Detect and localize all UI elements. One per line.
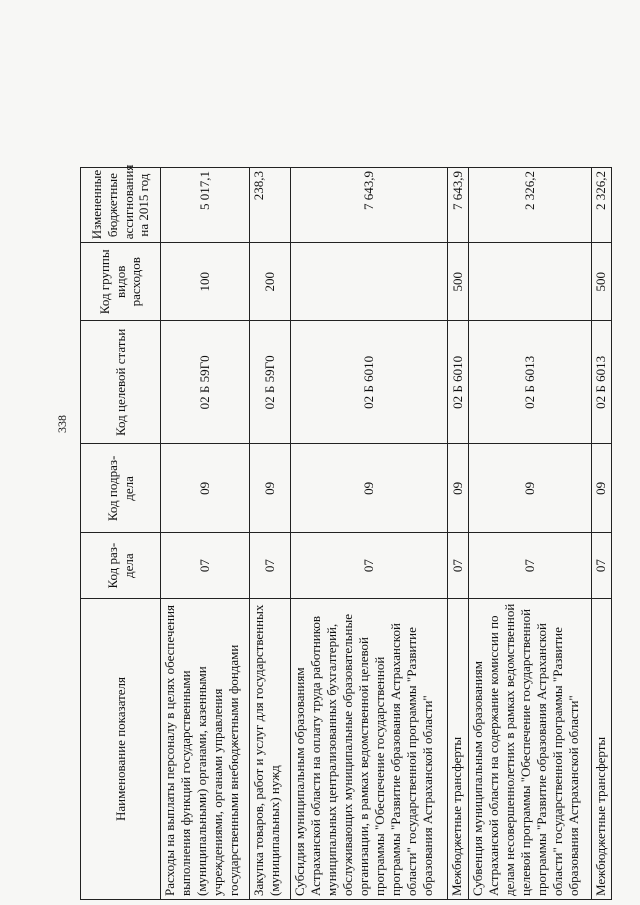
header-amount: Измененные бюджетные ассигнования на 2015 год [81,168,161,243]
row-section: 07 [291,533,448,599]
table-row [161,168,250,900]
table-header-row [81,168,161,900]
row-section: 07 [468,533,591,599]
row-section: 07 [591,533,611,599]
budget-table [80,164,612,900]
table-row [291,168,448,900]
table-row [249,168,291,900]
row-group: 500 [591,243,611,321]
row-target: 02 Б 6013 [468,321,591,444]
row-name: Расходы на выплаты персоналу в целях обеспечения выполнения функций государственными (муниципальными) органами, казенными учреждениями, органами управления государственными внебюджетными фондами [161,599,250,900]
row-amount: 2 326,2 [468,168,591,243]
row-group: 100 [161,243,250,321]
row-amount: 7 643,9 [448,168,468,243]
row-name: Субсидия муниципальным образованиям Астраханской области на оплату труда работников муниципальных централизованных бухгалтерий, обслуживающих муниципальные образовательные организации, в рамках ведомственной целевой программы "Обеспечение государственной программы "Развитие образования Астраханской области" государственной программы "Развитие образования Астраханской области" [291,599,448,900]
row-name: Межбюджетные трансферты [591,599,611,900]
row-group: 200 [249,243,291,321]
row-target: 02 Б 6010 [291,321,448,444]
row-group [291,243,448,321]
header-target: Код целевой статьи [81,321,161,444]
row-subsection: 09 [468,444,591,533]
row-target: 02 Б 6010 [448,321,468,444]
table-row [591,168,611,900]
header-group: Код группы видов расходов [81,243,161,321]
row-amount: 5 017,1 [161,168,250,243]
row-amount: 238,3 [249,168,291,243]
row-group [468,243,591,321]
row-target: 02 Б 59Г0 [249,321,291,444]
row-amount: 7 643,9 [291,168,448,243]
row-target: 02 Б 59Г0 [161,321,250,444]
row-subsection: 09 [249,444,291,533]
row-subsection: 09 [448,444,468,533]
row-name: Субвенция муниципальным образованиям Астраханской области на содержание комиссии по делам несовершеннолетних в рамках ведомственной целевой программы "Обеспечение государственной программы "Развитие образования Астраханской области" государственной программы "Развитие образования Астраханской области" [468,599,591,900]
row-subsection: 09 [291,444,448,533]
rotated-table-container [80,164,612,900]
header-subsection: Код подраз-дела [81,444,161,533]
row-subsection: 09 [161,444,250,533]
row-target: 02 Б 6013 [591,321,611,444]
table-row [468,168,591,900]
row-amount: 2 326,2 [591,168,611,243]
row-subsection: 09 [591,444,611,533]
row-section: 07 [249,533,291,599]
row-name: Межбюджетные трансферты [448,599,468,900]
header-name: Наименование показателя [81,599,161,900]
table-row [448,168,468,900]
row-name: Закупка товаров, работ и услуг для государственных (муниципальных) нужд [249,599,291,900]
row-section: 07 [448,533,468,599]
page-number: 338 [55,415,69,433]
header-section: Код раз-дела [81,533,161,599]
row-section: 07 [161,533,250,599]
row-group: 500 [448,243,468,321]
